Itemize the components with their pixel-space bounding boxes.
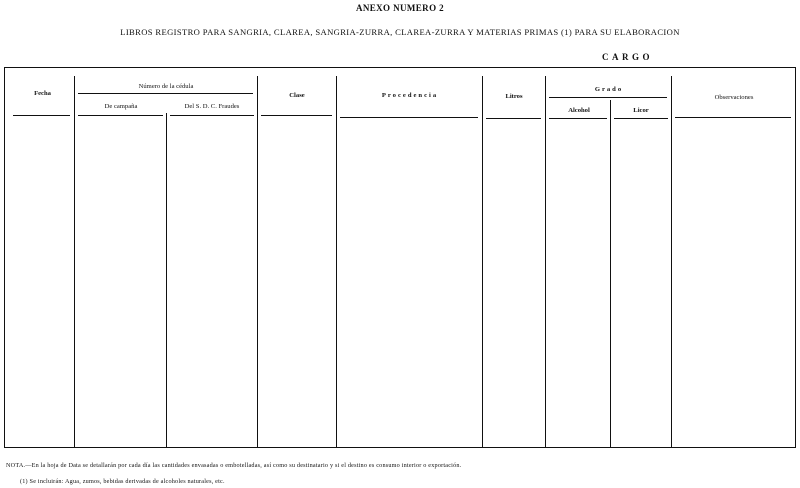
header-grado: Grado <box>594 86 624 93</box>
header-fecha: Fecha <box>34 90 51 97</box>
annex-title: ANEXO NUMERO 2 <box>355 3 445 13</box>
section-label-cargo: CARGO <box>602 52 653 62</box>
footnote-text: (1) Se incluirán: Agua, zumos, bebidas derivadas de alcoholes naturales, etc. <box>20 478 225 485</box>
header-numero-cedula: Número de la cédula <box>138 83 194 90</box>
header-alcohol: Alcohol <box>568 107 590 114</box>
header-clase: Clase <box>289 92 305 99</box>
header-observaciones: Observaciones <box>714 94 754 101</box>
column-divider <box>545 76 546 448</box>
header-underline <box>13 115 70 116</box>
column-divider <box>610 100 611 448</box>
column-divider <box>257 76 258 448</box>
header-procedencia: Procedencia <box>381 92 439 99</box>
header-del-sdc-fraudes: Del S. D. C. Fraudes <box>184 103 240 110</box>
document-title: LIBROS REGISTRO PARA SANGRIA, CLAREA, SANGRIA-ZURRA, CLAREA-ZURRA Y MATERIAS PRIMAS (1) PARA SU ELABORACION <box>120 27 680 37</box>
header-underline <box>78 115 163 116</box>
register-table <box>4 67 796 448</box>
header-underline <box>614 118 668 119</box>
header-de-campana: De campaña <box>104 103 138 110</box>
header-licor: Licor <box>633 107 649 114</box>
column-divider <box>336 76 337 448</box>
note-text: NOTA.—En la hoja de Data se detallarán por cada día las cantidades envasadas o embotelladas, así como su destinatario y si el destino es consumo interior o exportación. <box>6 462 462 469</box>
header-underline <box>549 97 667 98</box>
column-divider <box>671 76 672 448</box>
column-divider <box>74 76 75 448</box>
column-divider <box>482 76 483 448</box>
header-litros: Litros <box>505 93 523 100</box>
column-divider <box>166 113 167 448</box>
header-underline <box>340 117 478 118</box>
header-underline <box>170 115 254 116</box>
header-underline <box>486 118 541 119</box>
header-underline <box>549 118 607 119</box>
header-underline <box>78 93 253 94</box>
header-underline <box>261 115 332 116</box>
header-underline <box>675 117 791 118</box>
